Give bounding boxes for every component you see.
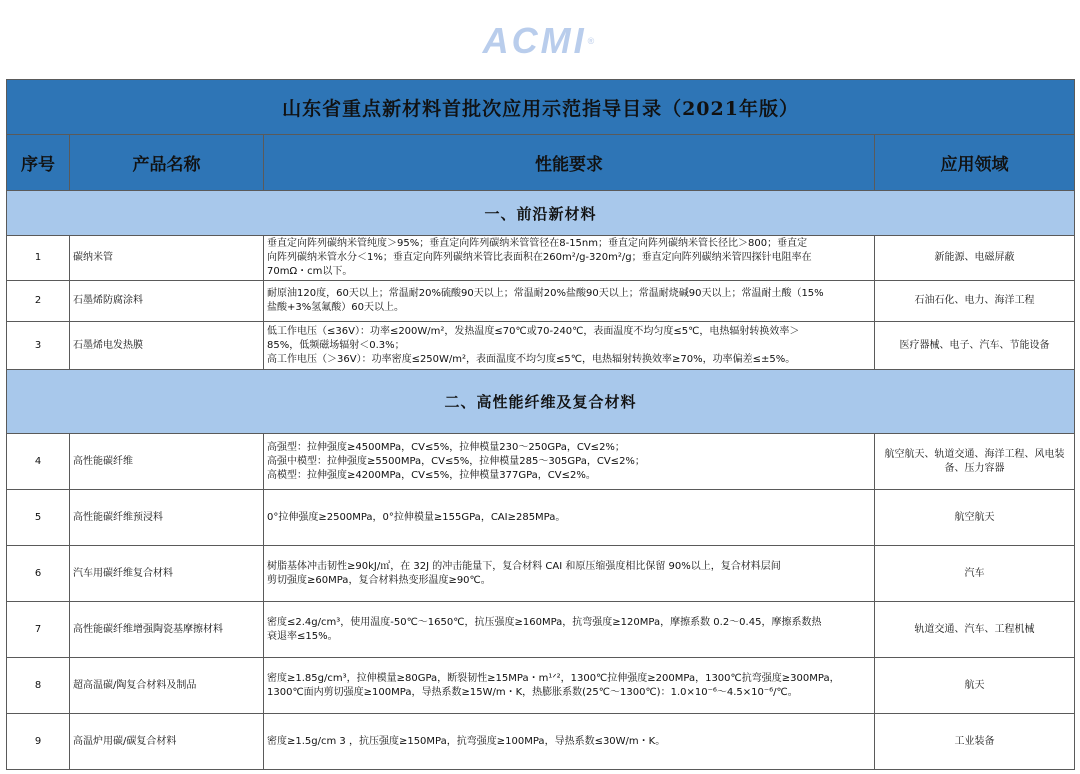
row-number: 1 xyxy=(7,236,70,281)
table-row xyxy=(7,602,1075,658)
acmi-logo: ACMI® xyxy=(482,20,598,61)
row-number: 4 xyxy=(7,434,70,490)
application-field: 工业装备 xyxy=(875,714,1075,770)
application-field: 航空航天 xyxy=(875,490,1075,546)
table-row xyxy=(7,236,1075,281)
row-number: 9 xyxy=(7,714,70,770)
product-name: 石墨烯电发热膜 xyxy=(70,322,264,370)
application-field: 石油石化、电力、海洋工程 xyxy=(875,281,1075,322)
section-title: 二、高性能纤维及复合材料 xyxy=(7,370,1075,434)
row-number: 5 xyxy=(7,490,70,546)
performance-text: 低工作电压（≤36V）：功率≤200W/m²，发热温度≤70℃或70-240℃，表面温度不均匀度≤5℃，电热辐射转换效率＞ 85%，低频磁场辐射＜0.3%； 高工作电压（＞36V）：功率密度≤250W/m²，表面温度不均匀度≤5℃，电热辐射转换效率≥70%，功率偏差≤±5%。 xyxy=(264,322,875,370)
product-name: 高性能碳纤维 xyxy=(70,434,264,490)
application-field: 航空航天、轨道交通、海洋工程、风电装备、压力容器 xyxy=(875,434,1075,490)
performance-text: 高强型：拉伸强度≥4500MPa，CV≤5%，拉伸模量230～250GPa，CV≤2%； 高强中模型：拉伸强度≥5500MPa，CV≤5%，拉伸模量285～305GPa，CV≤2%； 高模型：拉伸强度≥4200MPa，CV≤5%，拉伸模量377GPa，CV≤2%。 xyxy=(264,434,875,490)
application-field: 医疗器械、电子、汽车、节能设备 xyxy=(875,322,1075,370)
product-name: 汽车用碳纤维复合材料 xyxy=(70,546,264,602)
application-field: 新能源、电磁屏蔽 xyxy=(875,236,1075,281)
application-field: 汽车 xyxy=(875,546,1075,602)
performance-text: 0°拉伸强度≥2500MPa，0°拉伸模量≥155GPa，CAI≥285MPa。 xyxy=(264,490,875,546)
performance-text: 密度≤2.4g/cm³，使用温度-50℃～1650℃，抗压强度≥160MPa，抗弯强度≥120MPa，摩擦系数 0.2～0.45，摩擦系数热 衰退率≤15%。 xyxy=(264,602,875,658)
performance-text: 密度≥1.85g/cm³，拉伸模量≥80GPa，断裂韧性≥15MPa・m¹ᐟ²，1300℃拉伸强度≥200MPa，1300℃抗弯强度≥300MPa， 1300℃面内剪切强度≥100MPa，导热系数≥15W/m・K，热膨胀系数(25℃～1300℃)：1.0×10⁻⁶～4.5×10⁻⁶/℃。 xyxy=(264,658,875,714)
header-performance: 性能要求 xyxy=(264,135,875,191)
row-number: 3 xyxy=(7,322,70,370)
product-name: 碳纳米管 xyxy=(70,236,264,281)
product-name: 高性能碳纤维预浸料 xyxy=(70,490,264,546)
header-no: 序号 xyxy=(7,135,70,191)
table-row xyxy=(7,658,1075,714)
row-number: 6 xyxy=(7,546,70,602)
table-row xyxy=(7,490,1075,546)
row-number: 8 xyxy=(7,658,70,714)
product-name: 高温炉用碳/碳复合材料 xyxy=(70,714,264,770)
table-title: 山东省重点新材料首批次应用示范指导目录（2021年版） xyxy=(7,80,1075,135)
row-number: 2 xyxy=(7,281,70,322)
product-name: 超高温碳/陶复合材料及制品 xyxy=(70,658,264,714)
table-row xyxy=(7,434,1075,490)
performance-text: 垂直定向阵列碳纳米管纯度＞95%；垂直定向阵列碳纳米管管径在8-15nm；垂直定向阵列碳纳米管长径比＞800；垂直定 向阵列碳纳米管水分＜1%；垂直定向阵列碳纳米管比表面积在260m²/g-320m²/g；垂直定向阵列碳纳米管四探针电阻率在 70mΩ・cm以下。 xyxy=(264,236,875,281)
section-title: 一、前沿新材料 xyxy=(7,191,1075,236)
header-application: 应用领域 xyxy=(875,135,1075,191)
performance-text: 密度≥1.5g/cm 3 ，抗压强度≥150MPa，抗弯强度≥100MPa，导热系数≤30W/m・K。 xyxy=(264,714,875,770)
performance-text: 耐原油120度，60天以上；常温耐20%硫酸90天以上；常温耐20%盐酸90天以上；常温耐烧碱90天以上；常温耐土酸（15% 盐酸+3%氢氟酸）60天以上。 xyxy=(264,281,875,322)
performance-text: 树脂基体冲击韧性≥90kJ/㎡，在 32J 的冲击能量下，复合材料 CAI 和原压缩强度相比保留 90%以上，复合材料层间 剪切强度≥60MPa，复合材料热变形温度≥90℃。 xyxy=(264,546,875,602)
product-name: 石墨烯防腐涂料 xyxy=(70,281,264,322)
table-row xyxy=(7,281,1075,322)
table-row xyxy=(7,714,1075,770)
row-number: 7 xyxy=(7,602,70,658)
header-name: 产品名称 xyxy=(70,135,264,191)
application-field: 轨道交通、汽车、工程机械 xyxy=(875,602,1075,658)
application-field: 航天 xyxy=(875,658,1075,714)
table-row xyxy=(7,322,1075,370)
catalog-table xyxy=(6,79,1075,770)
product-name: 高性能碳纤维增强陶瓷基摩擦材料 xyxy=(70,602,264,658)
table-row xyxy=(7,546,1075,602)
